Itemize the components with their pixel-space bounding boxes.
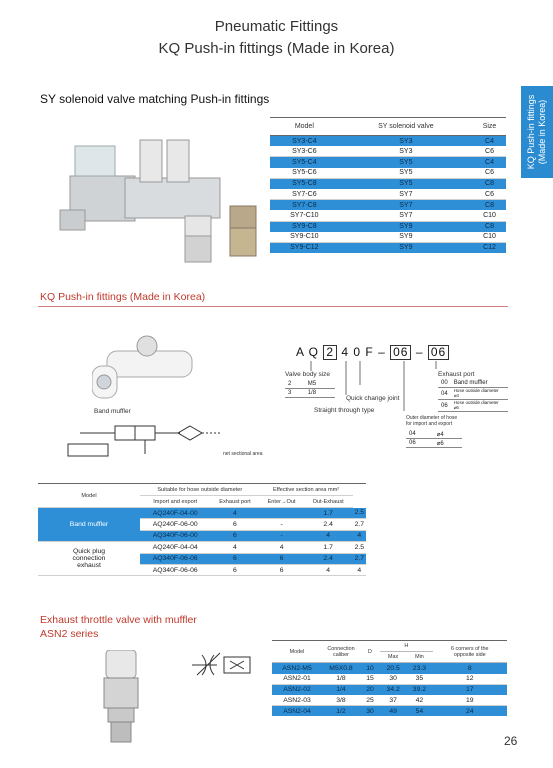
asn2-cell: 23.3 <box>406 663 432 674</box>
sy-cell: SY7 <box>339 189 473 200</box>
kq-cell: - <box>260 530 304 541</box>
sy-cell: C8 <box>473 200 506 211</box>
band-muffler-photo <box>92 316 202 401</box>
table-row <box>272 695 507 706</box>
straight-through-type-label: Straight through type <box>314 407 375 414</box>
sy-cell: C8 <box>473 178 506 189</box>
asn2-cell: ASN2-M5 <box>272 663 322 674</box>
table-row <box>270 232 506 243</box>
kq-cell: 6 <box>210 553 259 564</box>
section3-heading-line1: Exhaust throttle valve with muffler <box>40 614 197 626</box>
col-exhaust: Exhaust port <box>210 496 259 508</box>
table-row <box>270 210 506 221</box>
asn2-cell: 20 <box>360 684 380 695</box>
col-h-max: Max <box>380 652 406 663</box>
sy-cell: SY5-C8 <box>270 178 339 189</box>
table-row <box>38 542 366 553</box>
exhaust-port-table <box>438 379 508 412</box>
vbs-value: 1/8 <box>305 389 335 398</box>
col-enter-out: Enter→Out <box>260 496 304 508</box>
group-quick-plug-line: Quick plug <box>72 548 106 556</box>
exhaust-desc: Hose outside diameter ⌀6 <box>451 400 508 412</box>
vbs-value: M5 <box>305 380 335 389</box>
asn2-cell: 24 <box>433 706 507 717</box>
kq-cell: 6 <box>210 519 259 530</box>
order-code <box>296 345 449 360</box>
kq-cell: 6 <box>260 564 304 575</box>
band-muffler-label: Band muffler <box>94 408 131 415</box>
asn2-cell: 1/4 <box>322 684 360 695</box>
code-dash1: – <box>378 345 386 359</box>
table-row <box>270 178 506 189</box>
kq-cell: 1.7 <box>304 542 353 553</box>
table-row <box>38 508 366 519</box>
kq-cell: 2.4 <box>304 519 353 530</box>
valve-body-size-label: Valve body size <box>285 371 331 378</box>
kq-cell: 2.7 <box>353 519 366 530</box>
sy-cell: C6 <box>473 168 506 179</box>
asn2-cell: 8 <box>433 663 507 674</box>
col-connection-line2: caliber <box>333 651 349 658</box>
asn2-cell: 25 <box>360 695 380 706</box>
sy-cell: SY3 <box>339 136 473 147</box>
sy-cell: C8 <box>473 221 506 232</box>
kq-cell: AQ340F-06-06 <box>140 553 210 564</box>
od-value: ⌀4 <box>434 430 462 439</box>
sy-cell: C12 <box>473 242 506 253</box>
sy-cell: SY5 <box>339 157 473 168</box>
group-quick-plug-line: connection <box>72 555 106 563</box>
side-tab-line1: KQ Push-in fittings <box>526 94 536 170</box>
outer-diameter-table <box>406 430 462 448</box>
group-band-muffler <box>38 508 140 542</box>
asn2-cell: 30 <box>380 674 406 685</box>
asn2-cell: M5X0.8 <box>322 663 360 674</box>
kq-cell: 2.5 <box>353 508 366 519</box>
kq-cell: - <box>260 519 304 530</box>
asn2-cell: 3/8 <box>322 695 360 706</box>
kq-cell: AQ240F-06-00 <box>140 519 210 530</box>
sy-cell: C4 <box>473 136 506 147</box>
code-box-exhaust: 06 <box>428 345 449 360</box>
sy-matching-table <box>270 117 506 253</box>
asn2-cell: 35 <box>406 674 432 685</box>
asn2-cell: ASN2-03 <box>272 695 322 706</box>
kq-cell: 4 <box>260 542 304 553</box>
col-model: Model <box>270 118 339 136</box>
section1-heading: SY solenoid valve matching Push-in fittings <box>40 92 270 106</box>
sy-cell: C6 <box>473 189 506 200</box>
sy-cell: SY3-C4 <box>270 136 339 147</box>
col-model: Model <box>38 484 140 508</box>
col-import: Import and export <box>140 496 210 508</box>
vbs-code: 2 <box>285 380 305 389</box>
table-row <box>272 706 507 717</box>
section2-heading: KQ Push-in fittings (Made in Korea) <box>40 291 206 303</box>
sy-cell: SY7-C8 <box>270 200 339 211</box>
code-box-outer-diameter: 06 <box>390 345 411 360</box>
col-model: Model <box>272 641 322 663</box>
asn2-valve-photo <box>96 650 146 745</box>
sy-cell: C4 <box>473 157 506 168</box>
col-corners-line2: opposite side <box>453 651 486 658</box>
table-row <box>272 663 507 674</box>
asn2-cell: ASN2-01 <box>272 674 322 685</box>
col-out-exhaust: Out-Exhaust <box>304 496 353 508</box>
asn2-cell: 54 <box>406 706 432 717</box>
sy-cell: SY7-C10 <box>270 210 339 221</box>
outer-diameter-label-1: Outer diameter of hose <box>406 415 458 421</box>
section3-heading-line2: ASN2 series <box>40 628 99 640</box>
sy-cell: SY9-C10 <box>270 232 339 243</box>
col-d: D <box>360 641 380 663</box>
throttle-symbol <box>192 645 262 685</box>
sy-cell: SY7 <box>339 200 473 211</box>
page-number: 26 <box>504 734 518 748</box>
col-connection-line1: Connection <box>327 645 355 652</box>
asn2-cell: 10 <box>360 663 380 674</box>
quick-change-joint-label: Quick change joint <box>346 395 400 402</box>
col-corners <box>433 641 507 663</box>
kq-cell: 4 <box>353 530 366 541</box>
table-row <box>270 168 506 179</box>
kq-cell: AQ340F-06-00 <box>140 530 210 541</box>
asn2-cell: 34.2 <box>380 684 406 695</box>
sy-cell: C10 <box>473 232 506 243</box>
sy-cell: SY9 <box>339 242 473 253</box>
section2-divider <box>38 306 508 307</box>
asn2-cell: 49 <box>380 706 406 717</box>
group-quick-plug-line: exhaust <box>77 562 101 570</box>
kq-cell: 2.7 <box>353 553 366 564</box>
asn2-cell: 1/2 <box>322 706 360 717</box>
kq-cell: 4 <box>304 530 353 541</box>
sy-cell: SY5 <box>339 178 473 189</box>
asn2-cell: 17 <box>433 684 507 695</box>
col-suitable: Suitable for hose outside diameter <box>140 484 260 496</box>
table-row <box>270 146 506 157</box>
sy-cell: SY3 <box>339 146 473 157</box>
kq-fittings-table <box>38 483 366 576</box>
code-dash2: – <box>415 345 424 359</box>
col-size: Size <box>473 118 506 136</box>
exhaust-code: 06 <box>438 400 451 412</box>
asn2-cell: 15 <box>360 674 380 685</box>
sy-cell: SY9 <box>339 232 473 243</box>
table-row <box>272 674 507 685</box>
asn2-cell: 30 <box>360 706 380 717</box>
kq-cell <box>260 508 304 519</box>
kq-cell: 4 <box>353 564 366 575</box>
asn2-table-body <box>272 663 507 716</box>
sy-cell: SY9 <box>339 221 473 232</box>
sy-cell: SY5-C6 <box>270 168 339 179</box>
kq-cell: 4 <box>304 564 353 575</box>
side-tab <box>521 86 553 178</box>
sy-table-body <box>270 136 506 254</box>
outer-diameter-label-2: for import and export <box>406 421 453 427</box>
asn2-cell: 1/8 <box>322 674 360 685</box>
col-h: H <box>380 641 433 652</box>
asn2-cell: 12 <box>433 674 507 685</box>
sy-cell: SY5-C4 <box>270 157 339 168</box>
col-corners-line1: 6 corners of the <box>451 645 489 652</box>
od-code: 04 <box>406 430 434 439</box>
exhaust-code: 04 <box>438 388 451 400</box>
code-box-body-size: 2 <box>323 345 337 360</box>
asn2-cell: 19 <box>433 695 507 706</box>
asn2-cell: ASN2-02 <box>272 684 322 695</box>
table-row <box>270 189 506 200</box>
table-row <box>270 221 506 232</box>
kq-table-body <box>38 508 366 576</box>
sy-cell: SY9-C8 <box>270 221 339 232</box>
table-row <box>270 242 506 253</box>
code-mid: 4 0 F <box>341 345 374 359</box>
asn2-cell: ASN2-04 <box>272 706 322 717</box>
exhaust-desc: Band muffler <box>451 379 508 388</box>
vbs-code: 3 <box>285 389 305 398</box>
col-effective: Effective section area mm² <box>260 484 353 496</box>
sy-cell: SY7 <box>339 210 473 221</box>
exhaust-code: 00 <box>438 379 451 388</box>
code-prefix: A Q <box>296 345 320 359</box>
net-sectional-area-label: net sectional area <box>223 451 263 457</box>
exhaust-port-label: Exhaust port <box>438 371 475 378</box>
kq-cell: 6 <box>210 564 259 575</box>
exhaust-desc: Hose outside diameter ⌀4 <box>451 388 508 400</box>
asn2-cell: 39.2 <box>406 684 432 695</box>
asn2-table <box>272 640 507 716</box>
sy-cell: SY9-C12 <box>270 242 339 253</box>
side-tab-line2: (Made in Korea) <box>537 99 547 165</box>
group-band-muffler-label: Band muffler <box>69 521 109 529</box>
kq-cell: 2.5 <box>353 542 366 553</box>
table-row <box>270 200 506 211</box>
table-row <box>272 684 507 695</box>
valve-body-size-table <box>285 380 335 398</box>
kq-cell: AQ240F-04-00 <box>140 508 210 519</box>
sy-cell: SY7-C6 <box>270 189 339 200</box>
kq-cell: 4 <box>210 508 259 519</box>
kq-cell: 2.4 <box>304 553 353 564</box>
kq-cell: AQ340F-06-06 <box>140 564 210 575</box>
asn2-cell: 37 <box>380 695 406 706</box>
group-quick-plug <box>38 542 140 576</box>
table-row <box>270 136 506 147</box>
page-title-line2: KQ Push-in fittings (Made in Korea) <box>158 40 395 57</box>
kq-cell: 6 <box>210 530 259 541</box>
kq-cell: 1.7 <box>304 508 353 519</box>
od-code: 06 <box>406 439 434 448</box>
kq-cell: AQ240F-04-04 <box>140 542 210 553</box>
sy-cell: SY3-C6 <box>270 146 339 157</box>
od-value: ⌀6 <box>434 439 462 448</box>
sy-cell: C6 <box>473 146 506 157</box>
sy-valve-photo <box>55 118 265 278</box>
table-row <box>270 157 506 168</box>
page-title-line1: Pneumatic Fittings <box>214 18 339 35</box>
kq-cell: 6 <box>260 553 304 564</box>
sy-cell: SY5 <box>339 168 473 179</box>
kq-cell: 4 <box>210 542 259 553</box>
sy-cell: C10 <box>473 210 506 221</box>
col-connection <box>322 641 360 663</box>
asn2-cell: 42 <box>406 695 432 706</box>
asn2-cell: 20.5 <box>380 663 406 674</box>
col-sy-valve: SY solenoid valve <box>339 118 473 136</box>
col-h-min: Min <box>406 652 432 663</box>
